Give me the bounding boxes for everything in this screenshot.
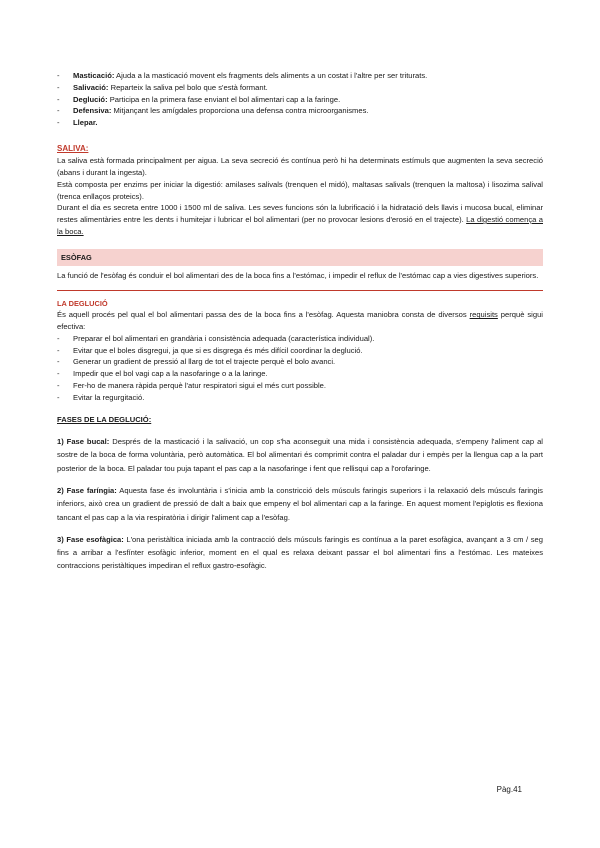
list-item: - Deglució: Participa en la primera fase enviant el bol alimentari cap a la faringe. [57, 94, 543, 106]
list-item: - Fer-ho de manera ràpida perquè l'atur respiratori sigui el més curt possible. [57, 380, 543, 392]
list-item: - Defensiva: Mitjançant les amígdales proporciona una defensa contra microorganismes. [57, 105, 543, 117]
saliva-paragraph: La saliva està formada principalment per aigua. La seva secreció és contínua però hi ha determinats estímuls que augmenten la seva secreció (abans i durant la ingesta). [57, 156, 543, 177]
tongue-functions-list [57, 70, 543, 129]
deglucio-intro: És aquell procés pel qual el bol alimentari passa des de la boca fins a l'esòfag. Aquesta maniobra consta de diversos requisits perquè sigui efectiva: [57, 310, 543, 332]
fases-heading: FASES DE LA DEGLUCIÓ: [57, 415, 152, 425]
list-item: - Evitar que el boles disgregui, ja que si es disgrega és més difícil coordinar la deglució. [57, 345, 543, 357]
saliva-paragraph: Durant el dia es secreta entre 1000 i 1500 ml de saliva. Les seves funcions són la lubrificació i la hidratació dels llavis i mucosa bucal, eliminar restes alimentàries entre les dents i humitejar i lubricar el bol alimentari (per no provocar lesions d'erosió en el trajecte). La digestió comença a la boca. [57, 203, 543, 236]
saliva-heading: SALIVA: [57, 143, 89, 153]
digestion-note: La digestió comença a la boca. [57, 215, 543, 236]
list-item: - Evitar la regurgitació. [57, 392, 543, 404]
esofag-paragraph: La funció de l'esòfag és conduir el bol alimentari des de la boca fins a l'estómac, i impedir el reflux de l'estómac cap a vies digestives superiors. [57, 271, 539, 281]
list-item: - Impedir que el bol vagi cap a la nasofaringe o a la laringe. [57, 368, 543, 380]
saliva-paragraph: Està composta per enzims per iniciar la digestió: amilases salivals (trenquen el midó), maltasas salivals (trenquen la maltosa) i lisozima salival (trenca enllaços proteics). [57, 179, 543, 201]
esofag-heading: ESÒFAG [57, 249, 543, 266]
list-item: - Salivació: Reparteix la saliva pel bolo que s'està formant. [57, 82, 543, 94]
deglucio-heading: LA DEGLUCIÓ [57, 298, 108, 308]
page-content [57, 70, 543, 573]
list-item: - Masticació: Ajuda a la masticació movent els fragments dels aliments a un costat i l'altre per ser triturats. [57, 70, 543, 82]
section-divider [57, 290, 543, 291]
list-item: - Preparar el bol alimentari en grandària i consistència adequada (característica individual). [57, 333, 543, 345]
phase-paragraph: 3) Fase esofàgica: L'ona peristàltica iniciada amb la contracció dels músculs faringis es contínua a la paret esofàgica, avançant a 3 cm / seg fins a arribar a l'esfínter esofàgic inferior, moment en el qual es relaxa deixant passar el bol alimentari fins a l'estómac. Les mateixes contraccions peristàltiques impediran el reflux gastro-esofàgic. [57, 534, 543, 571]
page-number: Pàg.41 [496, 785, 522, 794]
list-item: - Llepar. [57, 117, 543, 129]
phase-paragraph: 2) Fase faríngia: Aquesta fase és involuntària i s'inicia amb la constricció dels músculs faringis superiors i la relaxació dels músculs faringis inferiors, això crea un gradient de pressió de dalt a baix que empeny el bol alimentari cap a la faringe. En aquest moment l'epiglotis es flexiona tancant el pas cap a la via respiratòria i dirigir l'aliment cap a l'esòfag. [57, 486, 543, 522]
phase-paragraph: 1) Fase bucal: Després de la masticació i la salivació, un cop s'ha aconseguit una mida i consistència adequada, s'empeny l'aliment cap al sostre de la boca de forma voluntària, però automàtica. El bol alimentari és comprimit contra el paladar dur i empès per la llengua cap a la part posterior de la boca. El paladar tou puja tapant el pas cap a la nasofaringe i fent que rellisqui cap a l'orofaringe. [57, 437, 543, 473]
requisits-list [57, 333, 543, 404]
list-item: - Generar un gradient de pressió al llarg de tot el trajecte perquè el bolo avanci. [57, 356, 543, 368]
